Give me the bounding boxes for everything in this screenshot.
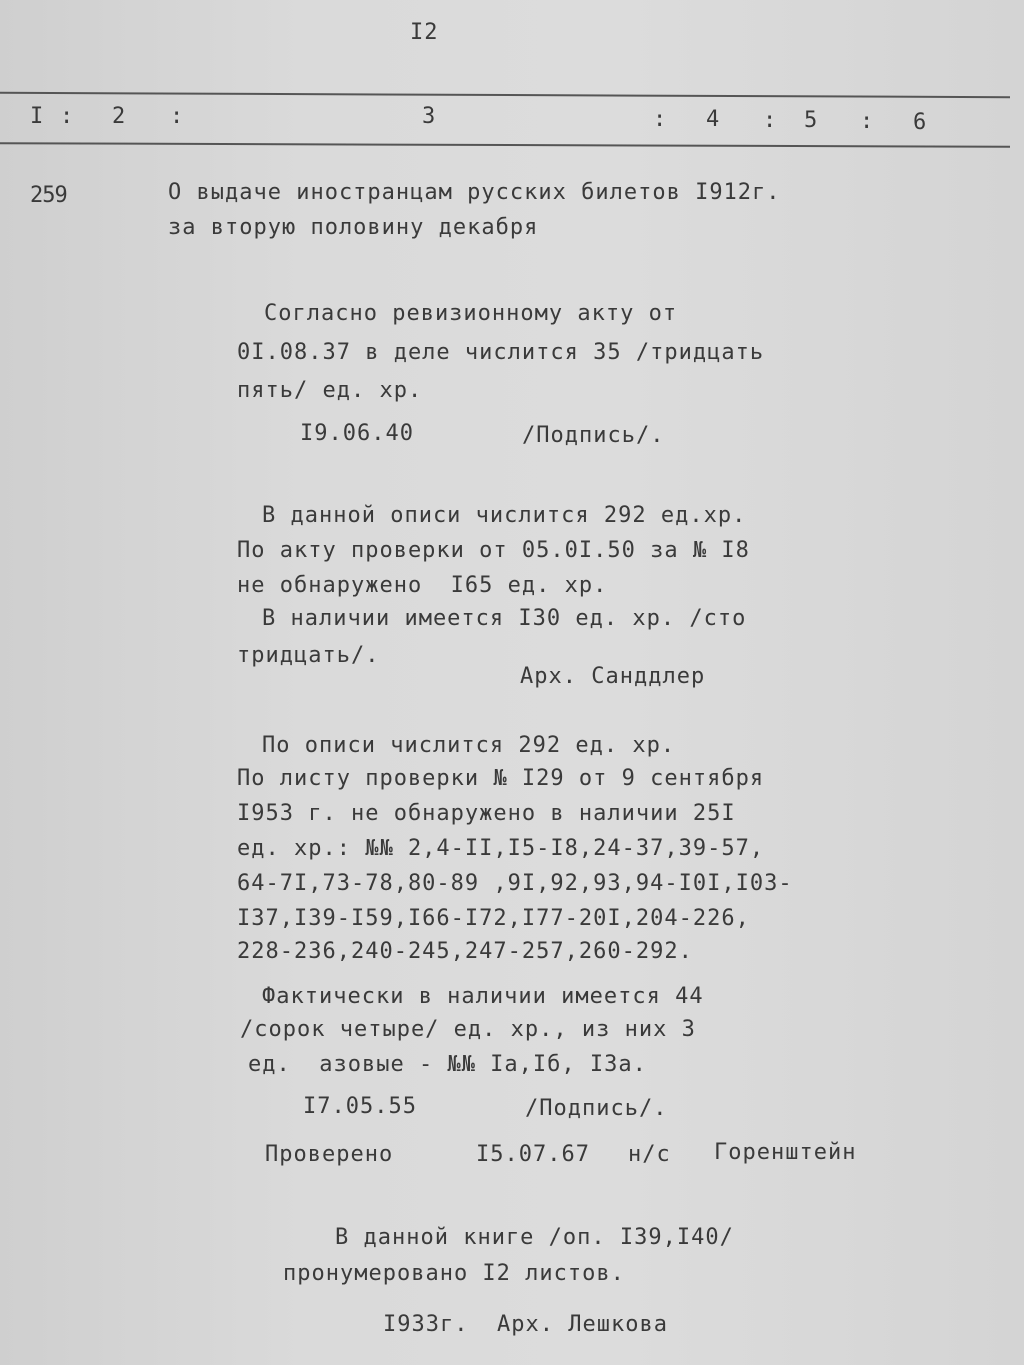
note2-signature: Арх. Санддлер: [520, 664, 706, 689]
column-separator: :: [763, 108, 777, 133]
column-header-2: 2: [112, 104, 126, 129]
entry-number: 259: [30, 183, 67, 208]
note2-line: В данной описи числится 292 ед.хр.: [262, 503, 747, 528]
closing-year: I933г.: [383, 1312, 469, 1337]
entry-title-line2: за вторую половину декабря: [168, 215, 539, 240]
note3-line: I37,I39-I59,I66-I72,I77-20I,204-226,: [237, 906, 750, 931]
note3-fact-line: ед. азовые - №№ Iа,Iб, I3а.: [248, 1052, 647, 1077]
column-header-6: 6: [913, 110, 927, 135]
note3-line: I953 г. не обнаружено в наличии 25I: [237, 801, 736, 826]
note3-fact-line: Фактически в наличии имеется 44: [262, 984, 704, 1009]
column-header-5: 5: [804, 108, 818, 133]
note2-line: В наличии имеется I30 ед. хр. /сто: [262, 606, 747, 631]
note3-line: 228-236,240-245,247-257,260-292.: [237, 939, 693, 964]
note2-line: не обнаружено I65 ед. хр.: [237, 573, 608, 598]
verified-label: Проверено: [265, 1142, 394, 1167]
closing-signature: Арх. Лешкова: [497, 1312, 668, 1337]
column-separator: :: [653, 107, 667, 132]
note1-line: 0I.08.37 в деле числится 35 /тридцать: [237, 340, 765, 365]
closing-line2: пронумеровано I2 листов.: [283, 1261, 625, 1286]
note3-line: По описи числится 292 ед. хр.: [262, 733, 676, 758]
entry-title-line1: О выдаче иностранцам русских билетов I912г.: [168, 180, 781, 205]
note3-fact-line: /сорок четыре/ ед. хр., из них 3: [240, 1017, 696, 1042]
note1-signature: /Подпись/.: [522, 423, 665, 448]
note1-line: пять/ ед. хр.: [237, 378, 423, 403]
verified-name: Горенштейн: [714, 1140, 857, 1165]
note3-line: ед. хр.: №№ 2,4-II,I5-I8,24-37,39-57,: [237, 836, 765, 861]
verified-date: I5.07.67: [476, 1142, 590, 1167]
note3-line: 64-7I,73-78,80-89 ,9I,92,93,94-I0I,I03-: [237, 871, 793, 896]
column-separator: :: [860, 109, 874, 134]
note2-line: тридцать/.: [237, 643, 380, 668]
column-separator: :: [170, 104, 184, 129]
header-rule-top: [0, 92, 1010, 98]
page-number: I2: [410, 20, 439, 45]
column-separator: :: [60, 104, 74, 129]
column-header-4: 4: [706, 107, 720, 132]
note2-line: По акту проверки от 05.0I.50 за № I8: [237, 538, 750, 563]
note3-date: I7.05.55: [303, 1094, 417, 1119]
column-header-3: 3: [422, 104, 436, 129]
note3-line: По листу проверки № I29 от 9 сентября: [237, 766, 765, 791]
note1-line: Согласно ревизионному акту от: [264, 301, 678, 326]
column-header-1: I: [30, 104, 44, 129]
note1-date: I9.06.40: [300, 421, 414, 446]
header-rule-bottom: [0, 142, 1010, 148]
closing-line1: В данной книге /оп. I39,I40/: [335, 1225, 734, 1250]
verified-role: н/с: [628, 1142, 671, 1167]
note3-signature: /Подпись/.: [525, 1096, 668, 1121]
